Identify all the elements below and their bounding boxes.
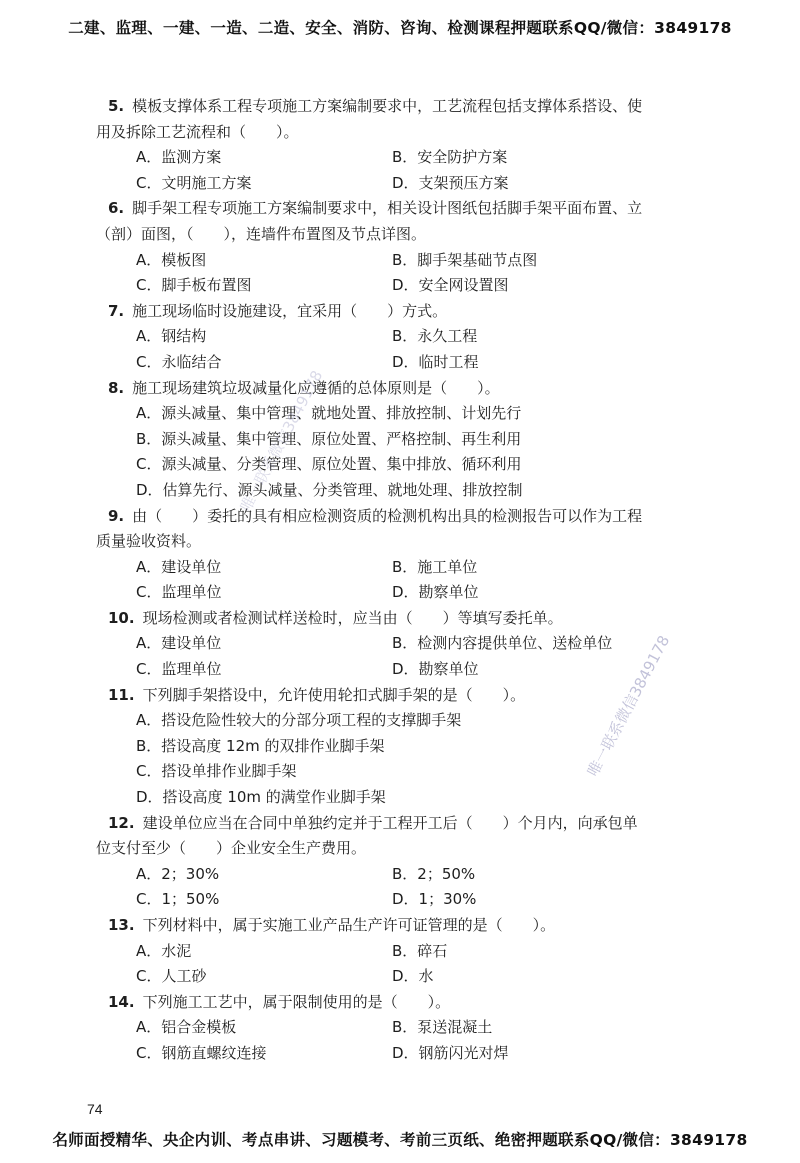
question-list bbox=[96, 94, 696, 1067]
question-stem-line bbox=[96, 606, 696, 632]
question-4 bbox=[96, 504, 696, 606]
question-stem-line bbox=[96, 836, 696, 862]
question-stem-line bbox=[96, 913, 696, 939]
question-text: 施工现场建筑垃圾减量化应遵循的总体原则是（ ）。 bbox=[132, 378, 500, 397]
question-number: 10. bbox=[108, 608, 135, 627]
question-stem-line bbox=[96, 990, 696, 1016]
answer-option: C．1；50% bbox=[136, 890, 220, 909]
answer-option: C．脚手板布置图 bbox=[136, 276, 252, 295]
header-banner: 二建、监理、一建、一造、二造、安全、消防、咨询、检测课程押题联系QQ/微信：3849178 bbox=[68, 19, 732, 37]
question-1 bbox=[96, 196, 696, 298]
answer-option: C．永临结合 bbox=[136, 352, 222, 371]
question-text: 下列材料中，属于实施工业产品生产许可证管理的是（ ）。 bbox=[142, 916, 556, 934]
answer-option: D．安全网设置图 bbox=[392, 276, 509, 295]
answer-option: B．脚手架基础节点图 bbox=[392, 250, 538, 269]
question-text: 建设单位应当在合同中单独约定并于工程开工后（ ）个月内，向承包单 bbox=[142, 813, 638, 832]
answer-option: D．估算先行、源头减量、分类管理、就地处理、排放控制 bbox=[136, 480, 523, 499]
answer-option: B．泵送混凝土 bbox=[392, 1018, 493, 1037]
watermark-right: 唯一联系微信3849178 bbox=[583, 632, 674, 780]
option-row bbox=[96, 171, 696, 197]
question-stem-line bbox=[96, 811, 696, 837]
page-number: 74 bbox=[87, 1101, 103, 1117]
question-stem-line bbox=[96, 120, 696, 146]
answer-option: D．搭设高度 10m 的满堂作业脚手架 bbox=[136, 788, 386, 807]
answer-option: D．水 bbox=[392, 967, 434, 986]
question-number: 7. bbox=[108, 301, 125, 320]
question-text: 用及拆除工艺流程和（ ）。 bbox=[96, 122, 299, 141]
answer-option: A．钢结构 bbox=[136, 327, 207, 346]
question-text: 模板支撑体系工程专项施工方案编制要求中，工艺流程包括支撑体系搭设、使 bbox=[132, 97, 643, 115]
question-8 bbox=[96, 913, 696, 990]
question-text: 现场检测或者检测试样送检时，应当由（ ）等填写委托单。 bbox=[142, 608, 563, 627]
question-number: 11. bbox=[108, 685, 135, 704]
question-text: （剖）面图，（ ），连墙件布置图及节点详图。 bbox=[96, 224, 427, 243]
answer-option: C．监理单位 bbox=[136, 583, 222, 602]
option-row bbox=[96, 939, 696, 965]
question-0 bbox=[96, 94, 696, 196]
question-text: 下列脚手架搭设中，允许使用轮扣式脚手架的是（ ）。 bbox=[142, 685, 526, 704]
question-stem-line bbox=[96, 376, 696, 402]
option-row bbox=[96, 324, 696, 350]
question-text: 脚手架工程专项施工方案编制要求中，相关设计图纸包括脚手架平面布置、立 bbox=[132, 199, 643, 218]
question-text: 由（ ）委托的具有相应检测资质的检测机构出具的检测报告可以作为工程 bbox=[132, 506, 643, 525]
question-stem-line bbox=[96, 299, 696, 325]
question-number: 14. bbox=[108, 992, 135, 1011]
option-row bbox=[96, 887, 696, 913]
footer-banner: 名师面授精华、央企内训、考点串讲、习题模考、考前三页纸、绝密押题联系QQ/微信：3849178 bbox=[52, 1131, 748, 1149]
option-row bbox=[96, 964, 696, 990]
answer-option: A．搭设危险性较大的分部分项工程的支撑脚手架 bbox=[136, 711, 462, 730]
answer-option: C．钢筋直螺纹连接 bbox=[136, 1043, 267, 1062]
option-row bbox=[96, 862, 696, 888]
answer-option: A．源头减量、集中管理、就地处置、排放控制、计划先行 bbox=[136, 404, 522, 423]
answer-option: C．监理单位 bbox=[136, 660, 222, 679]
question-2 bbox=[96, 299, 696, 376]
question-stem-line bbox=[96, 504, 696, 530]
answer-option: A．建设单位 bbox=[136, 634, 222, 653]
answer-option: C．源头减量、分类管理、原位处置、集中排放、循环利用 bbox=[136, 455, 522, 474]
answer-option: A．铝合金模板 bbox=[136, 1018, 237, 1037]
answer-option: C．搭设单排作业脚手架 bbox=[136, 762, 297, 781]
question-text: 下列施工工艺中，属于限制使用的是（ ）。 bbox=[142, 992, 451, 1011]
option-row bbox=[96, 1015, 696, 1041]
option-row bbox=[96, 273, 696, 299]
answer-option: C．人工砂 bbox=[136, 967, 207, 986]
answer-option: B．搭设高度 12m 的双排作业脚手架 bbox=[136, 736, 385, 755]
question-stem-line bbox=[96, 196, 696, 222]
question-stem-line bbox=[96, 683, 696, 709]
question-text: 质量验收资料。 bbox=[96, 532, 202, 551]
answer-option: D．临时工程 bbox=[392, 352, 479, 371]
answer-option: B．施工单位 bbox=[392, 557, 478, 576]
answer-option: A．监测方案 bbox=[136, 148, 222, 167]
question-text: 位支付至少（ ）企业安全生产费用。 bbox=[96, 839, 367, 858]
question-stem-line bbox=[96, 529, 696, 555]
option-row bbox=[96, 1041, 696, 1067]
question-9 bbox=[96, 990, 696, 1067]
question-5 bbox=[96, 606, 696, 683]
answer-option: D．1；30% bbox=[392, 890, 477, 909]
answer-option: D．支架预压方案 bbox=[392, 173, 509, 192]
question-number: 9. bbox=[108, 506, 125, 525]
option-row bbox=[96, 555, 696, 581]
watermark-left: 唯一联系微信3849178 bbox=[236, 367, 327, 515]
option-row bbox=[96, 248, 696, 274]
question-text: 施工现场临时设施建设，宜采用（ ）方式。 bbox=[132, 301, 448, 320]
answer-option: B．检测内容提供单位、送检单位 bbox=[392, 634, 613, 653]
answer-option: B．永久工程 bbox=[392, 327, 478, 346]
option-row bbox=[96, 631, 696, 657]
question-stem-line bbox=[96, 94, 696, 120]
question-stem-line bbox=[96, 222, 696, 248]
answer-option: B．源头减量、集中管理、原位处置、严格控制、再生利用 bbox=[136, 429, 522, 448]
answer-option: A．模板图 bbox=[136, 250, 207, 269]
answer-option: D．勘察单位 bbox=[392, 660, 479, 679]
answer-option: A．建设单位 bbox=[136, 557, 222, 576]
question-7 bbox=[96, 811, 696, 913]
answer-option: D．钢筋闪光对焊 bbox=[392, 1043, 509, 1062]
question-number: 5. bbox=[108, 97, 125, 115]
option-row bbox=[96, 350, 696, 376]
answer-option: B．安全防护方案 bbox=[392, 148, 508, 167]
answer-option: D．勘察单位 bbox=[392, 583, 479, 602]
question-number: 13. bbox=[108, 916, 135, 934]
answer-option: A．2；30% bbox=[136, 864, 220, 883]
answer-option: B．碎石 bbox=[392, 941, 448, 960]
question-number: 6. bbox=[108, 199, 125, 218]
question-number: 8. bbox=[108, 378, 125, 397]
answer-option: C．文明施工方案 bbox=[136, 173, 252, 192]
option-row bbox=[96, 145, 696, 171]
option-row bbox=[96, 580, 696, 606]
answer-option: B．2；50% bbox=[392, 864, 476, 883]
answer-option: A．水泥 bbox=[136, 941, 192, 960]
question-number: 12. bbox=[108, 813, 135, 832]
question-3 bbox=[96, 376, 696, 504]
option-row bbox=[96, 657, 696, 683]
